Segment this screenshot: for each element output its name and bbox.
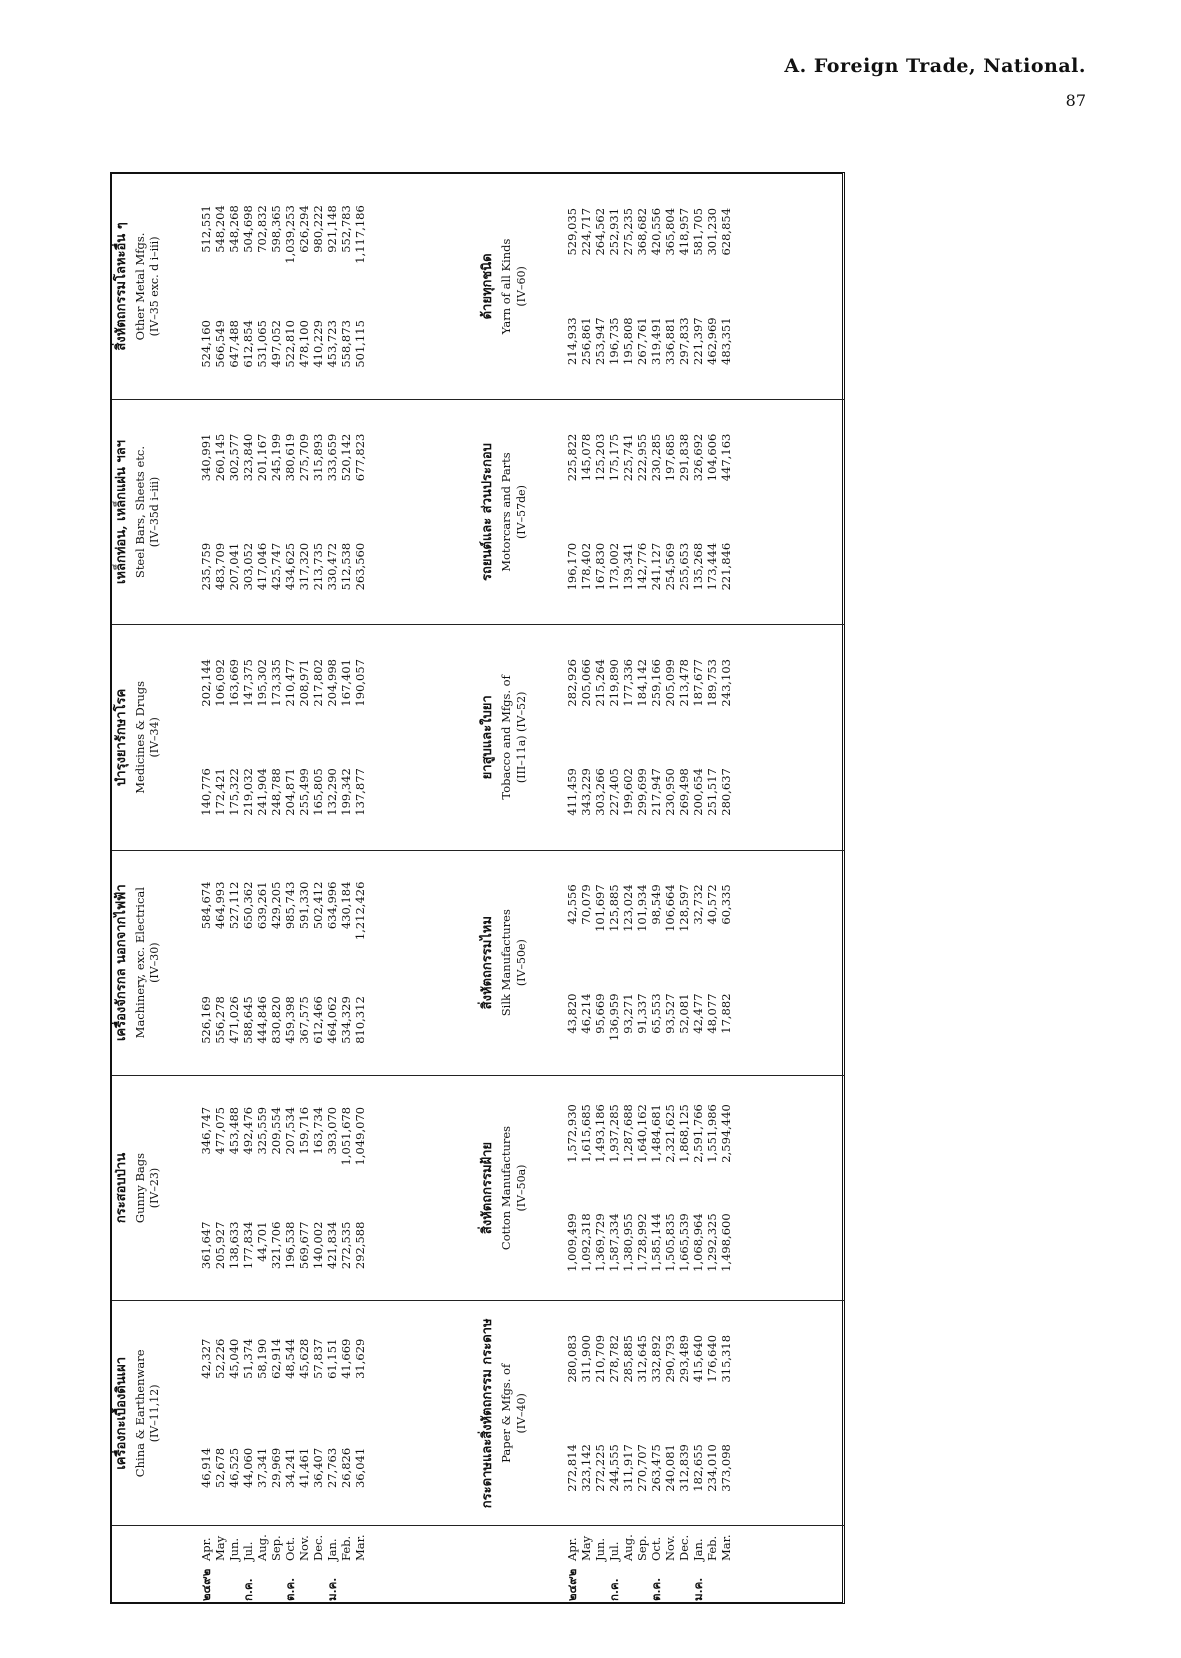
column-thai-title: กระดาษและสิ่งหัตถกรรม กระดาษ xyxy=(480,1318,496,1509)
values-second-half: 42,327 52,226 45,040 51,374 58,190 62,914 48,544 45,628 57,837 61,151 41,669 31,629 xyxy=(198,1338,367,1379)
block1-data-row xyxy=(198,174,479,1604)
column-code: (IV–50e) xyxy=(514,939,528,987)
column-header xyxy=(478,1301,564,1526)
column-thai-title: สิ่งหัตถกรรมฝ้าย xyxy=(480,1141,496,1235)
column-code: (IV–30) xyxy=(148,942,162,983)
values-second-half: 282,926 205,066 215,264 219,890 177,336 184,142 259,166 205,099 213,478 187,677 189,753 243,103 xyxy=(565,659,734,707)
column-english-title: Gunny Bags xyxy=(132,1152,147,1224)
values-first-half: 524,160 566,549 647,488 612,854 531,065 497,052 522,810 478,100 410,229 453,723 558,873 501,115 xyxy=(198,320,367,368)
column-thai-title: ยาสูบและใบยา xyxy=(480,695,496,780)
values-second-half: 340,991 260,145 302,577 323,840 201,167 245,199 380,619 275,709 315,893 333,659 520,142 677,823 xyxy=(198,433,367,482)
block2-data-row xyxy=(564,174,845,1604)
column-code: (III–11a) (IV–52) xyxy=(514,691,528,784)
column-values-cell xyxy=(564,399,845,624)
column-english-title: Medicines & Drugs xyxy=(132,680,147,794)
values-first-half: 46,914 52,678 46,525 44,060 37,341 29,969 34,241 41,461 36,407 27,763 26,826 36,041 xyxy=(198,1447,367,1489)
column-values-cell xyxy=(564,174,845,399)
page-number: 87 xyxy=(1065,91,1086,110)
column-header xyxy=(112,850,198,1075)
column-header xyxy=(112,1301,198,1526)
column-code: (IV–23) xyxy=(148,1167,162,1209)
column-values-cell xyxy=(198,399,479,624)
column-values-cell xyxy=(564,850,845,1075)
column-code: (IV–40) xyxy=(514,1393,528,1434)
column-english-title: Motorcars and Parts xyxy=(499,452,514,572)
block1-header-row xyxy=(112,174,198,1604)
values-first-half: 43,820 46,214 95,669 136,959 93,271 91,337 65,553 93,527 52,081 42,477 48,077 17,882 xyxy=(565,993,734,1042)
column-header xyxy=(112,625,198,850)
block2-header-row xyxy=(478,174,564,1604)
year-marks-cell: ๒๔๙๒ ก.ค. ต.ค. ม.ค. xyxy=(198,1568,339,1601)
column-english-title: China & Earthenware xyxy=(132,1349,147,1478)
values-second-half: 1,572,930 1,615,685 1,493,186 1,937,285 1,287,688 1,640,162 1,484,681 2,321,625 1,868,125 2,591,766 1,551,986 2,594,440 xyxy=(565,1104,734,1163)
values-first-half: 235,759 483,709 207,041 303,052 417,046 425,747 434,625 317,320 213,735 330,472 512,538 263,560 xyxy=(198,542,367,591)
trade-table-frame xyxy=(110,172,845,1604)
values-second-half: 202,144 106,092 163,669 147,375 195,302 173,335 210,477 208,971 217,802 204,998 167,401 190,057 xyxy=(198,659,367,707)
column-thai-title: กระสอบป่าน xyxy=(114,1152,129,1224)
year-marks-cell: ๒๔๙๒ ก.ค. ต.ค. ม.ค. xyxy=(565,1568,706,1601)
column-thai-title: บำรุงยารักษาโรค xyxy=(114,688,129,786)
column-header xyxy=(478,399,564,624)
column-code: (IV–35d i–iii) xyxy=(148,476,162,548)
column-english-title: Other Metal Mfgs. xyxy=(132,232,147,341)
year-header-cell xyxy=(478,1564,564,1604)
column-header xyxy=(112,174,198,399)
column-values-cell xyxy=(198,625,479,850)
values-first-half: 411,459 343,229 303,266 227,405 199,602 299,699 217,947 230,950 269,498 200,654 251,517 280,637 xyxy=(565,768,734,816)
column-thai-title: เหล็กท่อน, เหล็กแผ่น ฯลฯ xyxy=(114,440,129,585)
column-code: (IV–11,12) xyxy=(148,1384,162,1443)
trade-table xyxy=(112,174,845,1604)
column-thai-title: รถยนต์และ ส่วนประกอบ xyxy=(480,443,496,581)
column-code: (IV–35 exc. d i–iii) xyxy=(148,236,162,337)
column-thai-title: เครื่องกะเบื้องดินเผา xyxy=(114,1357,129,1470)
values-first-half: 526,169 556,278 471,026 588,645 444,846 830,820 459,398 367,575 612,466 464,062 534,329 810,312 xyxy=(198,996,367,1044)
month-header-cell xyxy=(112,1526,198,1564)
column-values-cell xyxy=(198,850,479,1075)
year-header-cell xyxy=(112,1564,198,1604)
page-header xyxy=(784,55,1086,110)
column-code: (IV–57de) xyxy=(514,485,528,539)
values-first-half: 272,814 323,142 272,225 244,555 311,917 270,707 263,475 240,081 312,839 182,655 234,010 373,098 xyxy=(565,1444,734,1492)
column-english-title: Tobacco and Mfgs. of xyxy=(499,675,514,800)
column-header xyxy=(478,1075,564,1300)
column-header xyxy=(478,174,564,399)
values-second-half: 346,747 477,075 453,488 492,476 325,559 209,554 207,534 159,716 163,734 393,070 1,051,678 1,049,070 xyxy=(198,1106,367,1166)
months-cell: Apr. May Jun. Jul. Aug. Sep. Oct. Nov. Dec. Jan. Feb. Mar. xyxy=(565,1534,734,1561)
values-second-half: 529,035 224,717 264,562 252,931 275,235 368,682 420,556 365,804 418,957 581,705 301,230 628,854 xyxy=(565,207,734,256)
months-cell: Apr. May Jun. Jul. Aug. Sep. Oct. Nov. Dec. Jan. Feb. Mar. xyxy=(198,1534,367,1561)
values-second-half: 225,822 145,078 125,203 175,175 225,741 222,955 230,285 197,685 291,838 326,692 104,606 447,163 xyxy=(565,433,734,482)
column-english-title: Paper & Mfgs. of xyxy=(499,1363,514,1463)
values-first-half: 1,009,499 1,092,318 1,369,729 1,587,334 1,380,955 1,728,992 1,585,144 1,505,835 1,665,539 1,068,964 1,292,325 1,498,600 xyxy=(565,1213,734,1272)
column-values-cell xyxy=(564,1301,845,1526)
column-values-cell xyxy=(564,625,845,850)
column-code: (IV–50a) xyxy=(514,1164,528,1212)
values-second-half: 42,556 70,079 101,697 125,885 123,024 101,934 98,549 106,664 128,597 32,732 40,572 60,335 xyxy=(565,884,734,932)
rotated-table xyxy=(112,174,845,1604)
column-thai-title: ด้ายทุกชนิด xyxy=(480,253,496,320)
column-header xyxy=(112,399,198,624)
column-values-cell xyxy=(198,174,479,399)
values-first-half: 361,647 205,927 138,633 177,834 44,701 321,706 196,538 569,677 140,002 421,834 272,535 292,588 xyxy=(198,1221,367,1270)
column-header xyxy=(478,850,564,1075)
column-english-title: Steel Bars, Sheets etc. xyxy=(132,446,147,579)
column-values-cell xyxy=(198,1301,479,1526)
values-first-half: 196,170 178,402 167,830 173,002 139,341 142,776 241,127 254,569 255,653 135,268 173,444 221,846 xyxy=(565,542,734,591)
values-second-half: 280,083 311,900 210,709 278,782 285,885 312,645 332,892 290,793 293,489 415,640 176,640 315,318 xyxy=(565,1334,734,1383)
values-second-half: 584,674 464,993 527,112 650,362 639,261 429,205 985,743 591,330 502,412 634,996 430,184 1,212,426 xyxy=(198,881,367,941)
column-english-title: Yarn of all Kinds xyxy=(499,238,514,335)
column-thai-title: เครื่องจักรกล นอกจากไฟฟ้า xyxy=(114,884,129,1042)
values-second-half: 512,551 548,204 548,268 504,698 702,832 598,365 1,039,253 626,294 980,222 921,148 552,783 1,117,186 xyxy=(198,205,367,264)
section-title: A. Foreign Trade, National. xyxy=(784,55,1086,77)
column-header xyxy=(112,1075,198,1300)
column-code: (IV–34) xyxy=(148,717,162,758)
values-first-half: 214,933 256,861 253,947 196,735 195,808 267,761 319,491 336,881 297,833 221,397 462,969 483,351 xyxy=(565,317,734,365)
column-english-title: Machinery, exc. Electrical xyxy=(132,887,147,1039)
column-english-title: Cotton Manufactures xyxy=(499,1125,514,1251)
column-thai-title: สิ่งหัตถกรรมโลหะอื่น ๆ xyxy=(114,222,129,351)
column-values-cell xyxy=(198,1075,479,1300)
column-values-cell xyxy=(564,1075,845,1300)
column-code: (IV–60) xyxy=(514,266,528,307)
column-english-title: Silk Manufactures xyxy=(499,909,514,1017)
values-first-half: 140,776 172,421 175,322 219,032 241,904 248,788 204,871 255,499 165,805 132,290 199,342 137,877 xyxy=(198,768,367,816)
column-header xyxy=(478,625,564,850)
column-thai-title: สิ่งหัตถกรรมไหม xyxy=(480,916,496,1010)
month-header-cell xyxy=(478,1526,564,1564)
